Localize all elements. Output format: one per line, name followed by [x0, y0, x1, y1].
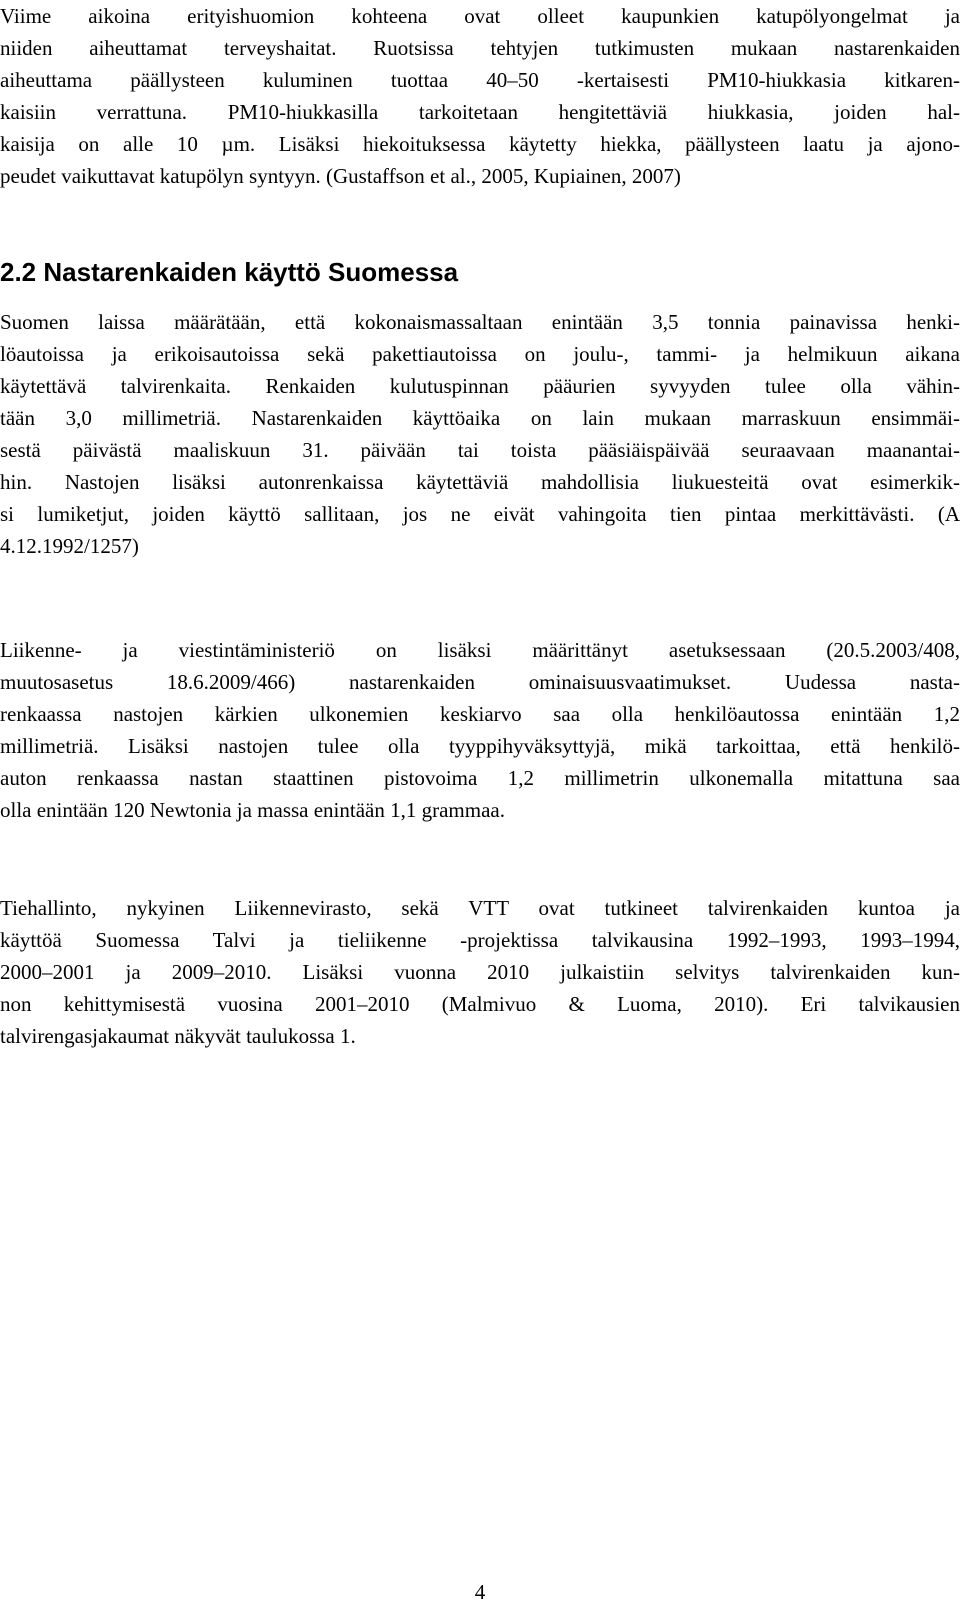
paragraph-line: hin. Nastojen lisäksi autonrenkaissa käytettäviä mahdollisia liukuesteitä ovat esimerkik-	[0, 470, 960, 494]
paragraph-line: kaisiin verrattuna. PM10-hiukkasilla tarkoitetaan hengitettäviä hiukkasia, joiden hal-	[0, 100, 960, 124]
paragraph-line: tään 3,0 millimetriä. Nastarenkaiden käyttöaika on lain mukaan marraskuun ensimmäi-	[0, 406, 960, 430]
paragraph-line: niiden aiheuttamat terveyshaitat. Ruotsissa tehtyjen tutkimusten mukaan nastarenkaiden	[0, 36, 960, 60]
paragraph-line: löautoissa ja erikoisautoissa sekä pakettiautoissa on joulu-, tammi- ja helmikuun aikana	[0, 342, 960, 366]
paragraph-line: aiheuttama päällysteen kuluminen tuottaa 40–50 -kertaisesti PM10-hiukkasia kitkaren-	[0, 68, 960, 92]
section-heading: 2.2 Nastarenkaiden käyttö Suomessa	[0, 257, 459, 287]
paragraph-line: 4.12.1992/1257)	[0, 534, 139, 558]
paragraph-line: renkaassa nastojen kärkien ulkonemien keskiarvo saa olla henkilöautossa enintään 1,2	[0, 702, 960, 726]
paragraph-line: olla enintään 120 Newtonia ja massa enintään 1,1 grammaa.	[0, 798, 505, 822]
paragraph-line: Viime aikoina erityishuomion kohteena ovat olleet kaupunkien katupölyongelmat ja	[0, 4, 960, 28]
paragraph-line: auton renkaassa nastan staattinen pistovoima 1,2 millimetrin ulkonemalla mitattuna saa	[0, 766, 960, 790]
paragraph-katupoly	[0, 0, 960, 192]
paragraph-line: talvirengasjakaumat näkyvät taulukossa 1.	[0, 1024, 356, 1048]
page-number: 4	[474, 1580, 486, 1604]
paragraph-line: käyttöä Suomessa Talvi ja tieliikenne -projektissa talvikausina 1992–1993, 1993–1994,	[0, 928, 960, 952]
paragraph-line: si lumiketjut, joiden käyttö sallitaan, jos ne eivät vahingoita tien pintaa merkittävästi. (A	[0, 502, 960, 526]
paragraph-line: käytettävä talvirenkaita. Renkaiden kulutuspinnan pääurien syvyyden tulee olla vähin-	[0, 374, 960, 398]
paragraph-line: peudet vaikuttavat katupölyn syntyyn. (Gustaffson et al., 2005, Kupiainen, 2007)	[0, 164, 681, 188]
paragraph-line: sestä päivästä maaliskuun 31. päivään tai toista pääsiäispäivää seuraavaan maanantai-	[0, 438, 960, 462]
paragraph-laki	[0, 306, 960, 562]
paragraph-line: muutosasetus 18.6.2009/466) nastarenkaiden ominaisuusvaatimukset. Uudessa nasta-	[0, 670, 960, 694]
paragraph-line: Tiehallinto, nykyinen Liikennevirasto, sekä VTT ovat tutkineet talvirenkaiden kuntoa ja	[0, 896, 960, 920]
paragraph-line: Suomen laissa määrätään, että kokonaismassaltaan enintään 3,5 tonnia painavissa henki-	[0, 310, 960, 334]
paragraph-line: millimetriä. Lisäksi nastojen tulee olla tyyppihyväksyttyjä, mikä tarkoittaa, että henkilö-	[0, 734, 960, 758]
paragraph-tutkimus	[0, 892, 960, 1052]
paragraph-line: kaisija on alle 10 µm. Lisäksi hiekoituksessa käytetty hiekka, päällysteen laatu ja ajono-	[0, 132, 960, 156]
paragraph-asetus	[0, 634, 960, 826]
paragraph-line: non kehittymisestä vuosina 2001–2010 (Malmivuo & Luoma, 2010). Eri talvikausien	[0, 992, 960, 1016]
paragraph-line: Liikenne- ja viestintäministeriö on lisäksi määrittänyt asetuksessaan (20.5.2003/408,	[0, 638, 960, 662]
paragraph-line: 2000–2001 ja 2009–2010. Lisäksi vuonna 2010 julkaistiin selvitys talvirenkaiden kun-	[0, 960, 960, 984]
